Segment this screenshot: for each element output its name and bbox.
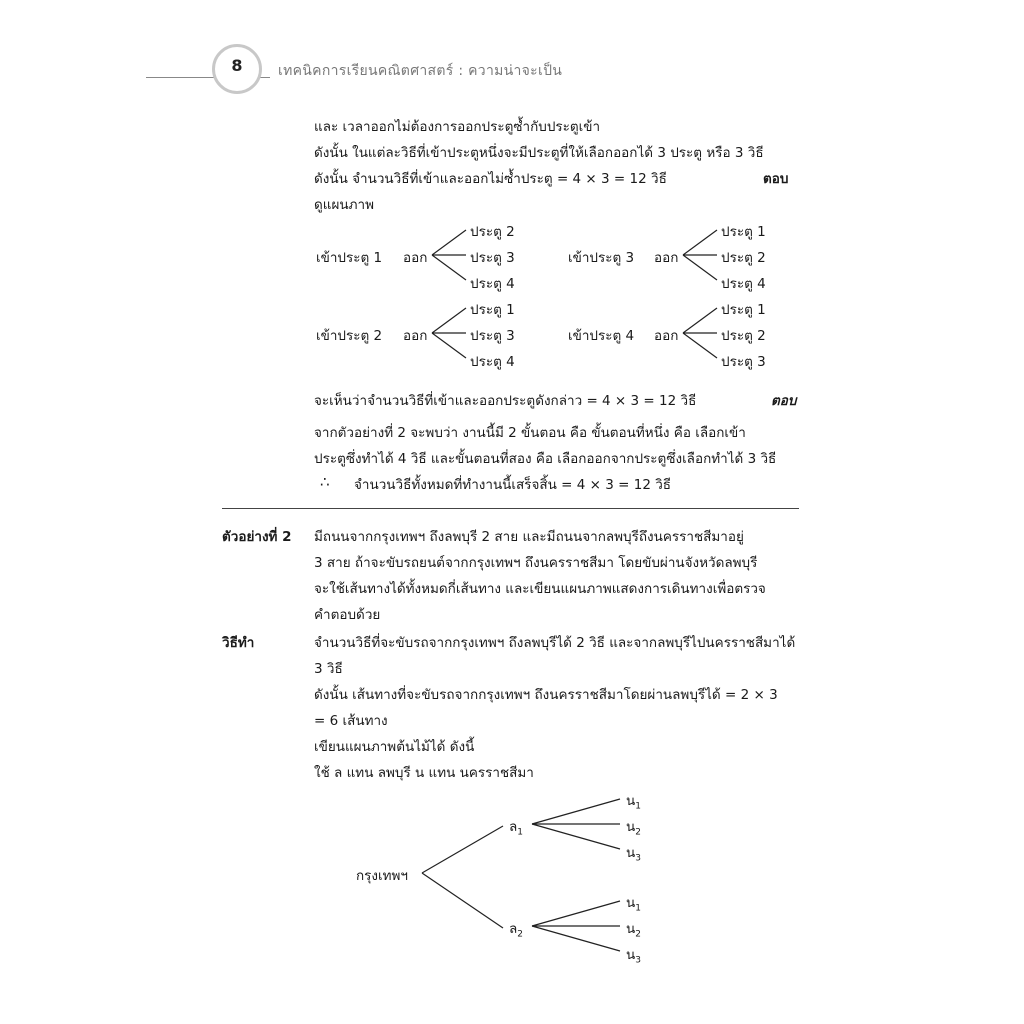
tree-leaf: ประตู 3 xyxy=(721,354,766,370)
solution-line-4: = 6 เส้นทาง xyxy=(314,713,388,729)
solution-line-6: ใช้ ล แทน ลพบุรี น แทน นครราชสีมา xyxy=(314,765,534,781)
solution-line-5: เขียนแผนภาพต้นไม้ได้ ดังนี้ xyxy=(314,739,475,755)
tree-exit-label: ออก xyxy=(403,328,428,344)
page-number: 8 xyxy=(231,56,243,75)
example-question-1: มีถนนจากกรุงเทพฯ ถึงลพบุรี 2 สาย และมีถนนจากลพบุรีถึงนครราชสีมาอยู่ xyxy=(314,529,744,545)
tree-leaf: ประตู 2 xyxy=(721,328,766,344)
branch-line xyxy=(432,255,466,280)
tree-enter-label: เข้าประตู 2 xyxy=(316,328,383,344)
top-line-4: ดูแผนภาพ xyxy=(314,197,374,213)
road-tree-leaf: น$_3$ xyxy=(626,947,641,966)
tree-leaf: ประตู 3 xyxy=(470,250,515,266)
conclusion-line: จะเห็นว่าจำนวนวิธีที่เข้าและออกประตูดังกล่าว = 4 × 3 = 12 วิธี xyxy=(314,393,697,409)
road-tree-mid-node-1: ล$_1$ xyxy=(509,819,524,838)
tree-leaf: ประตู 3 xyxy=(470,328,515,344)
top-line-1: และ เวลาออกไม่ต้องการออกประตูซ้ำกับประตูเข้า xyxy=(314,119,601,135)
top-line-2: ดังนั้น ในแต่ละวิธีที่เข้าประตูหนึ่งจะมีประตูที่ให้เลือกออกได้ 3 ประตู หรือ 3 วิธี xyxy=(314,145,764,161)
tree-exit-label: ออก xyxy=(654,328,679,344)
branch-line xyxy=(432,230,466,255)
tree-exit-label: ออก xyxy=(403,250,428,266)
therefore-symbol: ∴ xyxy=(320,473,330,491)
branch-line xyxy=(432,308,466,333)
tree-leaf: ประตู 2 xyxy=(721,250,766,266)
branch-line xyxy=(532,901,620,926)
branch-line xyxy=(683,333,717,358)
answer-label-2: ตอบ xyxy=(771,393,797,409)
example-question-2: 3 สาย ถ้าจะขับรถยนต์จากกรุงเทพฯ ถึงนครราชสีมา โดยขับผ่านจังหวัดลพบุรี xyxy=(314,555,758,571)
tree-leaf: ประตู 4 xyxy=(721,276,766,292)
example-question-4: คำตอบด้วย xyxy=(314,607,381,623)
road-tree-leaf: น$_2$ xyxy=(626,921,641,940)
solution-line-2: 3 วิธี xyxy=(314,661,343,677)
tree-enter-label: เข้าประตู 1 xyxy=(316,250,383,266)
branch-line xyxy=(532,824,620,849)
tree-enter-label: เข้าประตู 4 xyxy=(568,328,635,344)
solution-label: วิธีทำ xyxy=(222,635,255,651)
solution-line-3: ดังนั้น เส้นทางที่จะขับรถจากกรุงเทพฯ ถึงนครราชสีมาโดยผ่านลพบุรีได้ = 2 × 3 xyxy=(314,687,778,703)
top-line-3: ดังนั้น จำนวนวิธีที่เข้าและออกไม่ซ้ำประตู = 4 × 3 = 12 วิธี xyxy=(314,171,667,187)
road-tree-leaf: น$_1$ xyxy=(626,895,641,914)
branch-line xyxy=(532,799,620,824)
tree-enter-label: เข้าประตู 3 xyxy=(568,250,635,266)
road-tree-mid-node-2: ล$_2$ xyxy=(509,921,524,940)
branch-line xyxy=(683,255,717,280)
conclusion-para-1: จากตัวอย่างที่ 2 จะพบว่า งานนี้มี 2 ขั้นตอน คือ ขั้นตอนที่หนึ่ง คือ เลือกเข้า xyxy=(314,425,746,441)
conclusion-para-2: ประตูซึ่งทำได้ 4 วิธี และขั้นตอนที่สอง คือ เลือกออกจากประตูซึ่งเลือกทำได้ 3 วิธี xyxy=(314,451,777,467)
branch-line xyxy=(422,826,503,873)
road-tree-leaf: น$_1$ xyxy=(626,793,641,812)
road-tree-leaf: น$_3$ xyxy=(626,845,641,864)
answer-label-1: ตอบ xyxy=(763,171,789,187)
branch-line xyxy=(683,230,717,255)
tree-leaf: ประตู 1 xyxy=(470,302,515,318)
example-label: ตัวอย่างที่ 2 xyxy=(222,529,292,545)
tree-exit-label: ออก xyxy=(654,250,679,266)
branch-line xyxy=(683,308,717,333)
tree-leaf: ประตู 4 xyxy=(470,276,515,292)
tree-leaf: ประตู 1 xyxy=(721,224,766,240)
tree-leaf: ประตู 1 xyxy=(721,302,766,318)
solution-line-1: จำนวนวิธีที่จะขับรถจากกรุงเทพฯ ถึงลพบุรีได้ 2 วิธี และจากลพบุรีไปนครราชสีมาได้ xyxy=(314,635,796,651)
branch-line xyxy=(422,873,503,928)
road-tree-root: กรุงเทพฯ xyxy=(356,868,409,884)
tree-leaf: ประตู 2 xyxy=(470,224,515,240)
road-tree-leaf: น$_2$ xyxy=(626,819,641,838)
branch-line xyxy=(432,333,466,358)
tree-leaf: ประตู 4 xyxy=(470,354,515,370)
branch-line xyxy=(532,926,620,951)
conclusion-para-3: จำนวนวิธีทั้งหมดที่ทำงานนี้เสร็จสิ้น = 4 × 3 = 12 วิธี xyxy=(354,477,672,493)
running-header: เทคนิคการเรียนคณิตศาสตร์ : ความน่าจะเป็น xyxy=(278,63,563,79)
example-question-3: จะใช้เส้นทางได้ทั้งหมดกี่เส้นทาง และเขียนแผนภาพแสดงการเดินทางเพื่อตรวจ xyxy=(314,581,766,597)
